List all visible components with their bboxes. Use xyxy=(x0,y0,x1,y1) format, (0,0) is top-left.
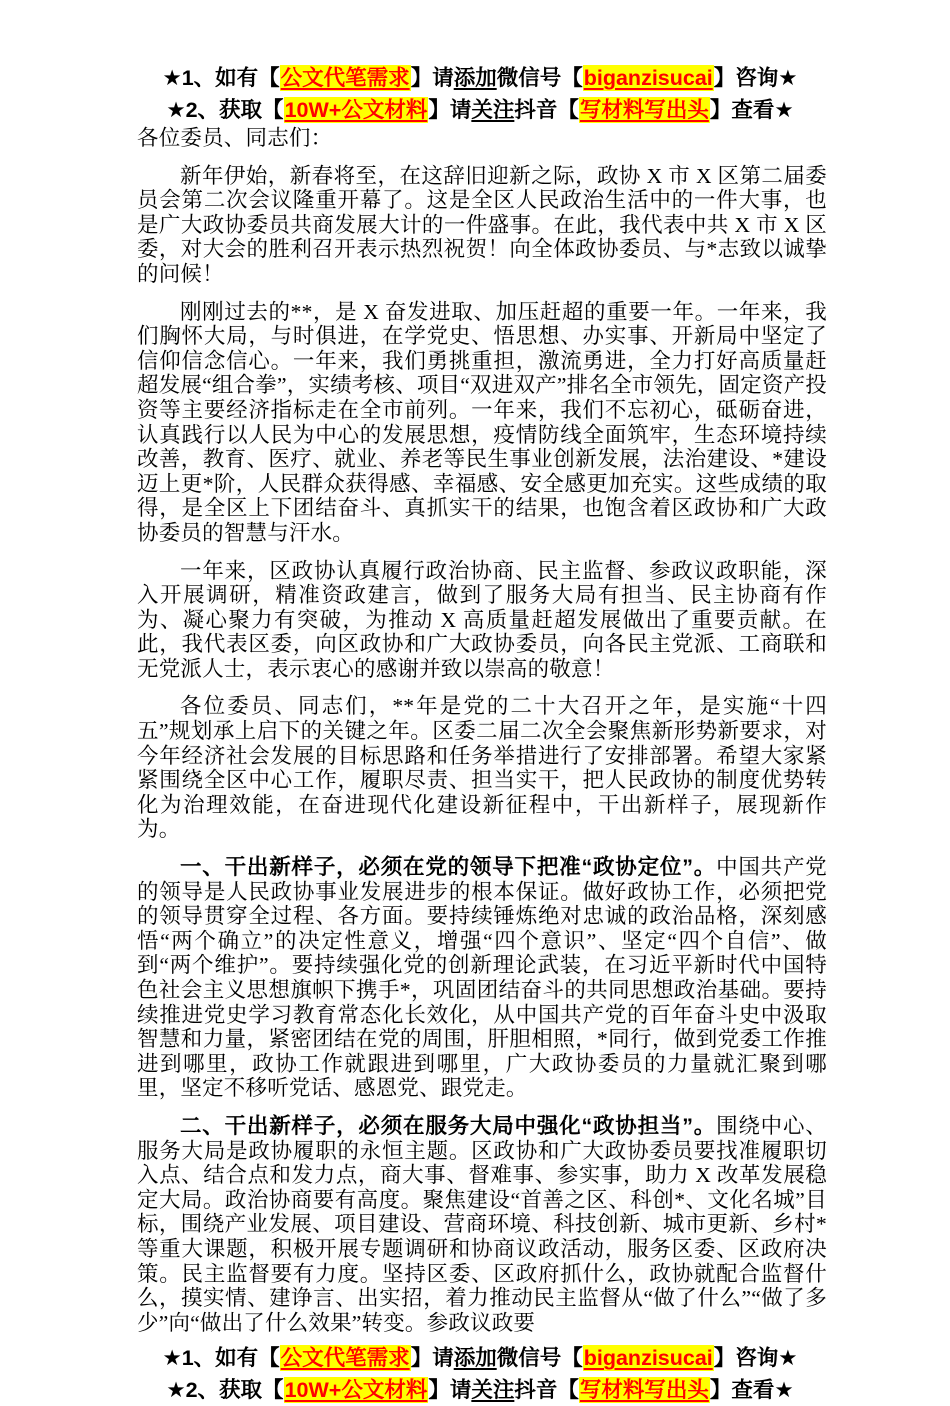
paragraph-6 xyxy=(137,1114,827,1335)
promo-text-prefix: ★1、如有【 xyxy=(162,1346,280,1371)
promo-highlight-materials: 10W+公文材料 xyxy=(284,98,428,122)
promo-text-suffix: 】咨询★ xyxy=(713,1346,798,1371)
promo-douyin-id: 写材料写出头 xyxy=(579,98,709,122)
paragraph-text: 各位委员、同志们，**年是党的二十大召开之年，是实施“十四五”规划承上启下的关键之年。区委二届二次全会聚焦新形势新要求，对今年经济社会发展的目标思路和任务举措进行了安排部署。希望大家紧紧围绕全区中心工作，履职尽责、担当实干，把人民政协的制度优势转化为治理效能，在奋进现代化建设新征程中，干出新样子，展现新作为。 xyxy=(137,694,827,842)
paragraph-2 xyxy=(137,300,827,546)
promo-highlight-service: 公文代笔需求 xyxy=(280,1346,410,1371)
promo-highlight-service: 公文代笔需求 xyxy=(280,66,410,90)
promo-text-prefix: ★1、如有【 xyxy=(162,66,280,90)
promo-text-mid: 】请 xyxy=(410,1346,454,1371)
promo-douyin-id: 写材料写出头 xyxy=(579,1378,709,1403)
paragraph-text: 围绕中心、服务大局是政协履职的永恒主题。区政协和广大政协委员要找准履职切入点、结合点和发力点，商大事、督难事、参实事，助力 X 改革发展稳定大局。政治协商要有高度。聚焦建设“首善之区、科创*、文化名城”目标，围绕产业发展、项目建设、营商环境、科技创新、城市更新、乡村*等重大课题，积极开展专题调研和协商议政活动，服务区委、区政府决策。民主监督要有力度。坚持区委、区政府抓什么，政协就配合监督什么，摸实情、建诤言、出实招，着力推动民主监督从“做了什么”“做了多少”向“做出了什么效果”转变。参政议政要 xyxy=(137,1113,827,1335)
promo-text-suffix: 】查看★ xyxy=(709,98,794,122)
promo-banner-top xyxy=(0,0,950,126)
salutation: 各位委员、同志们： xyxy=(137,126,333,150)
paragraph-1 xyxy=(137,164,827,287)
promo-text-mid2: 抖音【 xyxy=(514,98,579,122)
promo-text-mid: 】请 xyxy=(428,1378,472,1403)
promo-action-follow: 关注 xyxy=(471,98,515,122)
promo-text-mid: 】请 xyxy=(410,66,454,90)
promo-text-mid2: 抖音【 xyxy=(514,1378,579,1403)
promo-wechat-id: biganzisucai xyxy=(583,1346,713,1371)
promo-banner-bottom xyxy=(0,1342,950,1406)
promo-highlight-materials: 10W+公文材料 xyxy=(284,1378,428,1403)
paragraph-5 xyxy=(137,855,827,1101)
paragraph-4 xyxy=(137,694,827,842)
promo-text-mid2: 微信号【 xyxy=(496,1346,583,1371)
promo-line-1 xyxy=(130,62,830,94)
promo-text-suffix: 】查看★ xyxy=(709,1378,794,1403)
promo-text-prefix: ★2、获取【 xyxy=(166,98,284,122)
paragraph-text: 刚刚过去的**，是 X 奋发进取、加压赶超的重要一年。一年来，我们胸怀大局，与时俱进，在学党史、悟思想、办实事、开新局中坚定了信仰信念信心。一年来，我们勇挑重担，激流勇进，全力打好高质量赶超发展“组合拳”，实绩考核、项目“双进双产”排名全市领先，固定资产投资等主要经济指标走在全市前列。一年来，我们不忘初心，砥砺奋进，认真践行以人民为中心的发展思想，疫情防线全面筑牢，生态环境持续改善，教育、医疗、就业、养老等民生事业创新发展，法治建设、*建设迈上更*阶，人民群众获得感、幸福感、安全感更加充实。这些成绩的取得，是全区上下团结奋斗、真抓实干的结果，也饱含着区政协和广大政协委员的智慧与汗水。 xyxy=(137,299,827,545)
promo-text-prefix: ★2、获取【 xyxy=(166,1378,284,1403)
section-heading-2: 二、干出新样子，必须在服务大局中强化“政协担当”。 xyxy=(180,1113,717,1138)
promo-text-mid: 】请 xyxy=(428,98,472,122)
promo-line-1 xyxy=(130,1342,830,1374)
promo-text-suffix: 】咨询★ xyxy=(713,66,798,90)
paragraph-text: 新年伊始，新春将至，在这辞旧迎新之际，政协 X 市 X 区第二届委员会第二次会议隆重开幕了。这是全区人民政治生活中的一件大事，也是广大政协委员共商发展大计的一件盛事。在此，我代表中共 X 市 X 区委，对大会的胜利召开表示热烈祝贺！向全体政协委员、与*志致以诚挚的问候！ xyxy=(137,163,827,286)
promo-text-mid2: 微信号【 xyxy=(496,66,583,90)
promo-wechat-id: biganzisucai xyxy=(583,66,713,90)
paragraph-3 xyxy=(137,559,827,682)
paragraph-text: 一年来，区政协认真履行政治协商、民主监督、参政议政职能，深入开展调研，精准资政建言，做到了服务大局有担当、民主协商有作为、凝心聚力有突破，为推动 X 高质量赶超发展做出了重要贡献。在此，我代表区委，向区政协和广大政协委员，向各民主党派、工商联和无党派人士，表示衷心的感谢并致以崇高的敬意！ xyxy=(137,558,827,681)
promo-action-add: 添加 xyxy=(453,66,497,90)
promo-line-2 xyxy=(130,1374,830,1406)
document-body xyxy=(0,126,950,1335)
promo-action-follow: 关注 xyxy=(471,1378,515,1403)
section-heading-1: 一、干出新样子，必须在党的领导下把准“政协定位”。 xyxy=(180,855,717,880)
paragraph-text: 中国共产党的领导是人民政协事业发展进步的根本保证。做好政协工作，必须把党的领导贯穿全过程、各方面。要持续锤炼绝对忠诚的政治品格，深刻感悟“两个确立”的决定性意义，增强“四个意识”、坚定“四个自信”、做到“两个维护”。要持续强化党的创新理论武装，在习近平新时代中国特色社会主义思想旗帜下携手*，巩固团结奋斗的共同思想政治基础。要持续推进党史学习教育常态化长效化，从中国共产党的百年奋斗史中汲取智慧和力量，紧密团结在党的周围，肝胆相照，*同行，做到党委工作推进到哪里，政协工作就跟进到哪里，广大政协委员的力量就汇聚到哪里，坚定不移听党话、感恩党、跟党走。 xyxy=(137,855,827,1101)
promo-line-2 xyxy=(130,94,830,126)
promo-action-add: 添加 xyxy=(453,1346,497,1371)
